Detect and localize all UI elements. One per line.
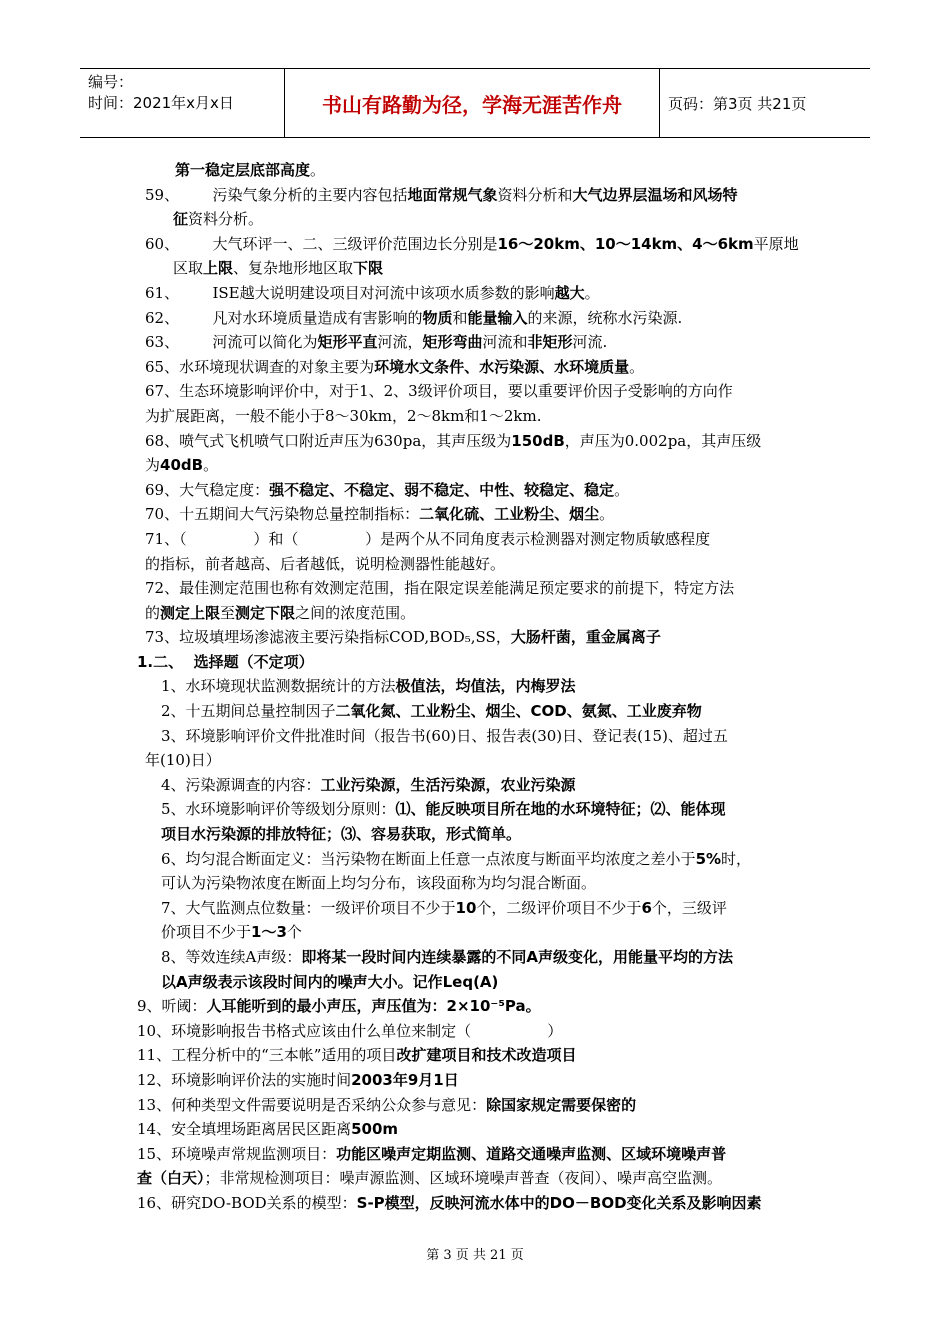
text-line [137, 650, 813, 675]
text-run: ；非常规检测项目：噪声源监测、区域环境噪声普查（夜间）、噪声高空监测。 [204, 1169, 723, 1188]
header-motto: 书山有路勤为径，学海无涯苦作舟 [285, 69, 660, 137]
text-run: 69、大气稳定度： [145, 480, 270, 499]
text-run: 15、环境噪声常规监测项目： [137, 1144, 337, 1163]
text-line [145, 355, 813, 380]
text-line [145, 502, 813, 527]
text-run: 平原地 [753, 234, 799, 253]
text-run: 、复杂地形地区取 [233, 259, 354, 278]
text-run: 62、 凡对水环境质量造成有害影响的 [145, 308, 423, 327]
bold-text: S-P模型，反映河流水体中的DO－BOD变化关系及影响因素 [356, 1193, 762, 1212]
text-run: 的 [145, 603, 161, 622]
bold-text: 人耳能听到的最小声压，声压值为：2×10⁻⁵Pa。 [206, 997, 541, 1016]
text-line [161, 970, 813, 995]
text-run: 的指标，前者越高、后者越低，说明检测器性能越好。 [145, 554, 506, 573]
text-run: 68、喷气式飞机喷气口附近声压为630pa，其声压级为 [145, 431, 512, 450]
text-run: 河流， [377, 333, 423, 352]
text-run: 8、等效连续A声级： [161, 948, 302, 966]
page-footer: 第 3 页 共 21 页 [426, 1248, 524, 1263]
text-run: 时， [721, 849, 752, 868]
text-run: 价项目不少于 [161, 923, 252, 942]
bold-text: 矩形平直 [317, 333, 378, 352]
bold-text: 越大 [554, 283, 585, 302]
text-run: 资料分析和 [497, 185, 573, 204]
bold-text: 改扩建项目和技术改造项目 [396, 1046, 577, 1065]
bold-text: 40dB [160, 456, 204, 475]
text-run: 13、何种类型文件需要说明是否采纳公众参与意见： [137, 1095, 487, 1114]
text-run: 11、工程分析中的“三本帐”适用的项目 [137, 1046, 397, 1065]
bold-text: 上限 [203, 259, 234, 278]
text-line [145, 404, 813, 429]
text-run: 16、研究DO-BOD关系的模型： [137, 1193, 357, 1212]
text-line [161, 896, 813, 921]
bold-text: 地面常规气象 [407, 185, 498, 204]
bold-text: 查（白天） [137, 1169, 205, 1188]
text-line [137, 1043, 813, 1068]
text-line [137, 1142, 813, 1167]
text-line [145, 183, 813, 208]
bold-text: 非矩形 [527, 333, 573, 352]
text-line [145, 625, 813, 650]
text-run: 。 [310, 161, 326, 179]
bold-text: 物质 [422, 308, 453, 327]
bold-text: 150dB [511, 431, 565, 450]
text-run: 59、 污染气象分析的主要内容包括 [145, 185, 408, 204]
text-run: 2、十五期间总量控制因子 [161, 702, 336, 721]
doc-date-label: 时间：2021年x月x日 [88, 94, 234, 112]
bold-text: 大气边界层温场和风场特 [572, 185, 738, 204]
text-run: 至 [220, 603, 236, 622]
text-run: 的来源，统称水污染源. [527, 308, 683, 327]
text-line [145, 306, 813, 331]
bold-text: 16～20km、10～14km、4～6km [497, 234, 754, 253]
text-run: 个 [286, 923, 302, 942]
bold-text: 第一稳定层底部高度 [175, 161, 311, 179]
text-run: 可认为污染物浓度在断面上均匀分布，该段面称为均匀混合断面。 [161, 874, 597, 893]
text-line [145, 330, 813, 355]
bold-text: 5% [695, 849, 722, 868]
bold-text: 测定下限 [235, 603, 296, 622]
text-run: 。 [599, 505, 615, 524]
text-line [161, 871, 813, 896]
text-run: 9、听阈： [137, 997, 207, 1016]
bold-text: 500m [351, 1120, 399, 1139]
text-run: 10、环境影响报告书格式应该由什么单位来制定（ ） [137, 1021, 563, 1040]
text-run: 为 [145, 456, 161, 475]
text-line [161, 822, 813, 847]
text-line [137, 1093, 813, 1118]
text-line [145, 601, 813, 626]
text-line [161, 699, 813, 724]
doc-number-label: 编号： [88, 73, 134, 91]
header-meta [80, 69, 285, 137]
text-run: 4、污染源调查的内容： [161, 775, 321, 794]
text-line [161, 945, 813, 970]
text-run: 。 [584, 283, 600, 302]
bold-text: 极值法，均值法，内梅罗法 [395, 677, 576, 696]
text-run: 个，二级评价项目不少于 [476, 898, 642, 917]
text-line [137, 994, 813, 1019]
bold-text: 1～3 [251, 923, 287, 942]
text-line [145, 453, 813, 478]
text-run: 7、大气监测点位数量：一级评价项目不少于 [161, 898, 456, 917]
text-line [161, 847, 813, 872]
bold-text: 矩形弯曲 [422, 333, 483, 352]
text-run: 河流. [572, 333, 608, 352]
bold-text: 功能区噪声定期监测、道路交通噪声监测、区域环境噪声普 [336, 1144, 727, 1163]
text-run: 6、均匀混合断面定义：当污染物在断面上任意一点浓度与断面平均浓度之差小于 [161, 849, 696, 868]
text-line [145, 379, 813, 404]
text-line [145, 576, 813, 601]
text-line [145, 748, 813, 773]
text-run: 。 [614, 480, 630, 499]
text-line [173, 207, 813, 232]
text-line [145, 478, 813, 503]
text-run: 1、水环境现状监测数据统计的方法 [161, 677, 396, 696]
bold-text: 6 [641, 898, 652, 917]
text-run: 年(10)日） [145, 751, 221, 770]
text-line [161, 920, 813, 945]
text-run: 65、水环境现状调查的对象主要为 [145, 357, 375, 376]
text-line [145, 232, 813, 257]
bold-text: 除国家规定需要保密的 [486, 1095, 637, 1114]
text-line [145, 281, 813, 306]
text-run: 。 [203, 456, 219, 475]
text-line [145, 527, 813, 552]
text-line [145, 429, 813, 454]
bold-text: 二氧化硫、工业粉尘、烟尘 [419, 505, 600, 524]
text-line [137, 1019, 813, 1044]
text-run: 73、垃圾填埋场渗滤液主要污染指标COD,BOD₅,SS， [145, 628, 511, 647]
text-run: 河流和 [482, 333, 528, 352]
text-run: 63、 河流可以简化为 [145, 333, 318, 352]
bold-text: 10 [455, 898, 477, 917]
bold-text: 二氧化氮、工业粉尘、烟尘、COD、氨氮、工业废弃物 [335, 702, 702, 721]
text-line [137, 1191, 813, 1216]
bold-text: 环境水文条件、水污染源、水环境质量 [374, 357, 630, 376]
bold-text: ⑴、能反映项目所在地的水环境特征；⑵、能体现 [395, 800, 726, 819]
text-run: 为扩展距离，一般不能小于8～30km，2～8km和1～2km. [145, 406, 542, 425]
text-run: 和 [452, 308, 468, 327]
text-line [145, 552, 813, 577]
text-run: 之间的浓度范围。 [295, 603, 416, 622]
text-run: 70、十五期间大气污染物总量控制指标： [145, 505, 420, 524]
bold-text: 大肠杆菌，重金属离子 [510, 628, 661, 647]
text-run: 72、最佳测定范围也称有效测定范围，指在限定误差能满足预定要求的前提下，特定方法 [145, 579, 735, 598]
bold-text: 测定上限 [160, 603, 221, 622]
text-line [137, 1117, 813, 1142]
document-body [137, 158, 813, 1216]
bold-text: 强不稳定、不稳定、弱不稳定、中性、较稳定、稳定 [269, 480, 615, 499]
text-run: 区取 [173, 259, 204, 278]
bold-text: 以A声级表示该段时间内的噪声大小。记作Leq(A) [161, 972, 499, 991]
text-run: 资料分析。 [188, 210, 264, 229]
text-line [175, 158, 813, 183]
bold-text: 下限 [353, 259, 384, 278]
text-line [161, 724, 813, 749]
bold-text: 项目水污染源的排放特征；⑶、容易获取，形式简单。 [161, 825, 522, 844]
bold-text: 2003年9月1日 [351, 1070, 459, 1089]
bold-text: 工业污染源，生活污染源，农业污染源 [320, 775, 576, 794]
text-run: 67、生态环境影响评价中，对于1、2、3级评价项目，要以重要评价因子受影响的方向作 [145, 382, 733, 401]
text-run: ，声压为0.002pa，其声压级 [564, 431, 762, 450]
text-run: 3、环境影响评价文件批准时间（报告书(60)日、报告表(30)日、登记表(15)、超过五 [161, 726, 728, 745]
text-run: 61、 ISE越大说明建设项目对河流中该项水质参数的影响 [145, 283, 555, 302]
text-run: 14、安全填埋场距离居民区距离 [137, 1120, 352, 1139]
bold-text: 征 [173, 210, 189, 229]
text-line [161, 797, 813, 822]
page-header [80, 68, 870, 138]
text-line [173, 256, 813, 281]
text-run: 5、水环境影响评价等级划分原则： [161, 800, 396, 819]
text-run: 60、 大气环评一、二、三级评价范围边长分别是 [145, 234, 498, 253]
text-run: 12、环境影响评价法的实施时间 [137, 1070, 352, 1089]
text-run: 个，三级评 [651, 898, 727, 917]
text-line [137, 1068, 813, 1093]
text-line [161, 674, 813, 699]
bold-text: 1.二、 选择题（不定项） [137, 652, 314, 671]
text-run: 71、（ ）和（ ）是两个从不同角度表示检测器对测定物质敏感程度 [145, 529, 711, 548]
text-run: 。 [629, 357, 645, 376]
text-line [137, 1166, 813, 1191]
bold-text: 能量输入 [467, 308, 528, 327]
text-line [161, 773, 813, 798]
header-page-label: 页码：第3页 共21页 [668, 94, 807, 113]
bold-text: 即将某一段时间内连续暴露的不同A声级变化，用能量平均的方法 [301, 948, 734, 966]
